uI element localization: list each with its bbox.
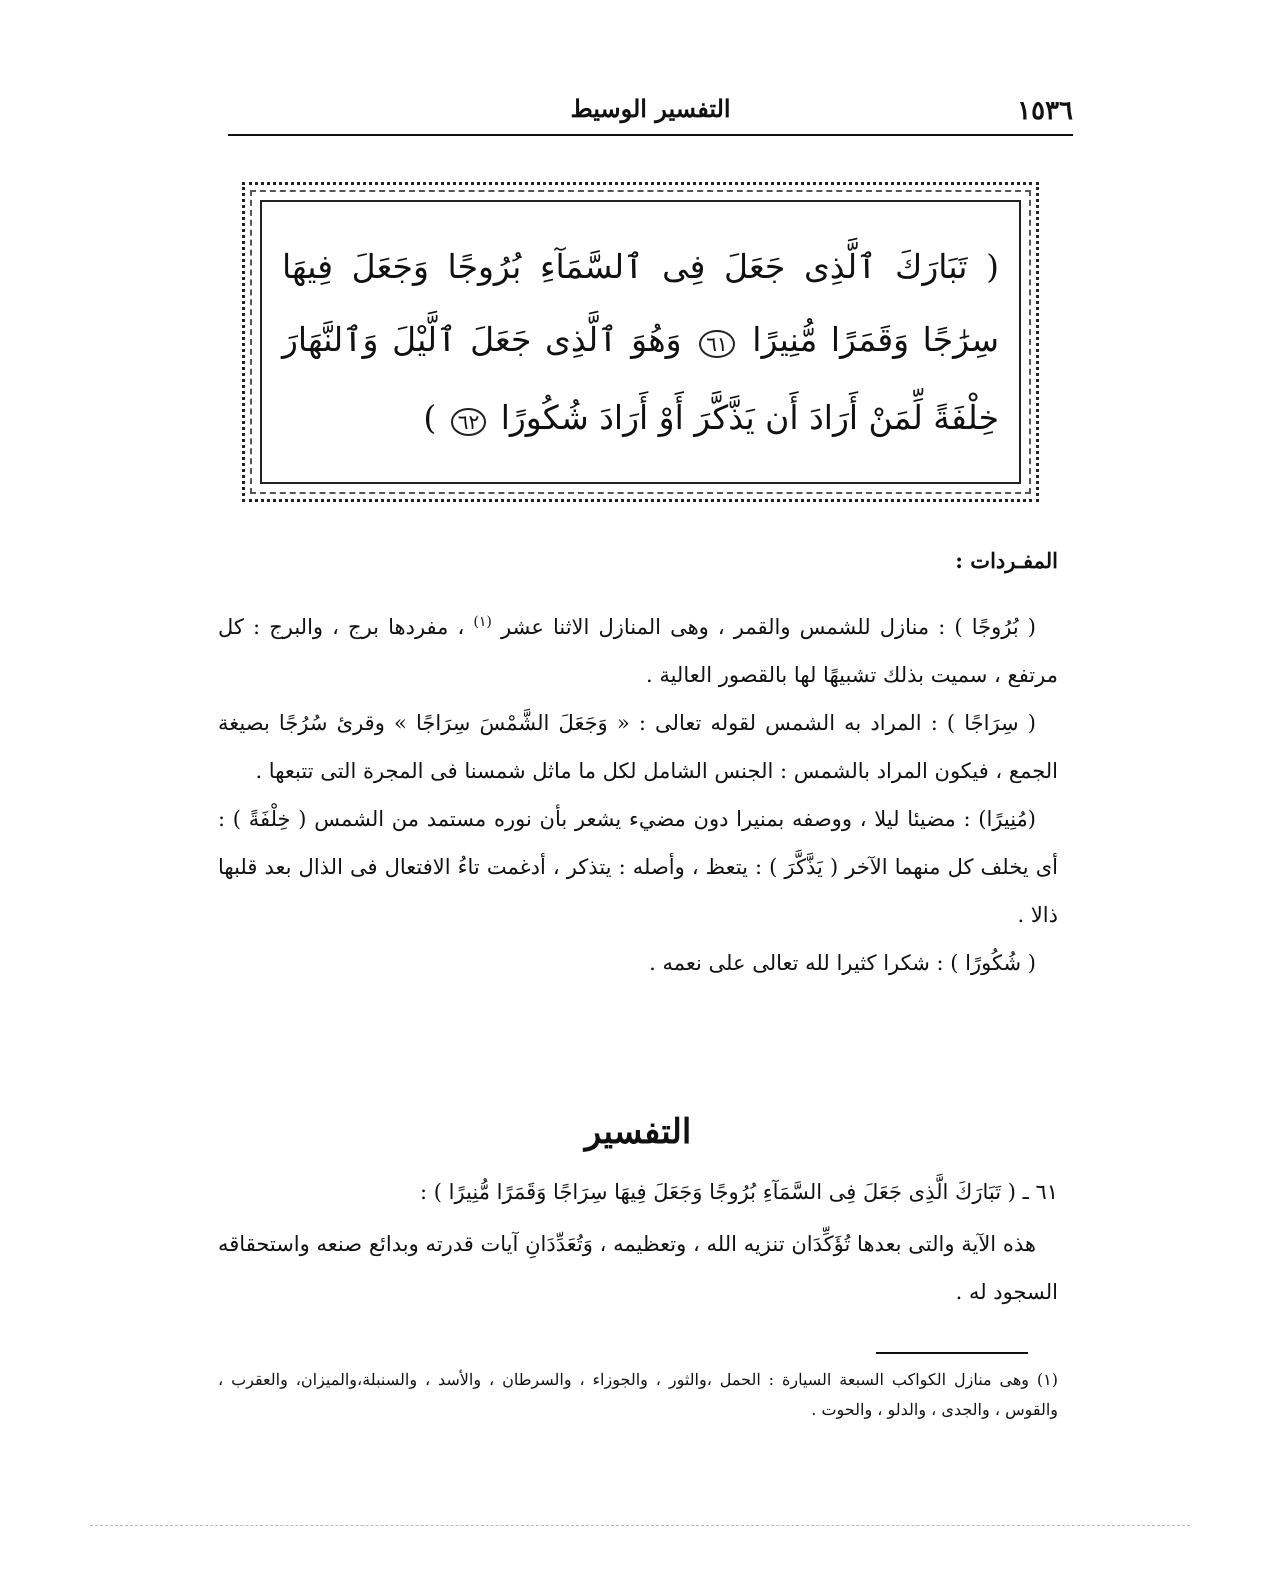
- page-header: [228, 92, 1073, 136]
- verse-number-61: ٦١: [699, 330, 734, 358]
- vocab-entry-text: ( بُرُوجًا ) : منازل للشمس والقمر ، وهى المنازل الاثنا عشر: [501, 615, 1036, 639]
- vocab-entry-burujan: [218, 598, 1058, 699]
- tafsir-body: هذه الآية والتى بعدها تُؤَكِّدَان تنزيه الله ، وتعظيمه ، وَتُعَدِّدَانِ آيات قدرته وبدائع صنعه واستحقاقه السجود له .: [218, 1232, 1058, 1304]
- footnote: (١) وهى منازل الكواكب السبعة السيارة : الحمل ،والثور ، والجوزاء ، والسرطان ، والأسد ، والسنبلة،والميزان، والعقرب ، والقوس ، والجدى ، والدلو ، والحوت .: [218, 1370, 1058, 1419]
- vocab-section: [218, 598, 1058, 987]
- vocab-entry-muniran: (مُنِيرًا) : مضيئا ليلا ، ووصفه بمنيرا دون مضيء يشعر بأن نوره مستمد من الشمس ( خِلْفَةً ) : أى يخلف كل منهما الآخر ( يَذَّكَّرَ ) : يتعظ ، وأصله : يتذكر ، أدغمت تاءُ الافتعال فى الذال بعد قلبها ذالا .: [218, 807, 1058, 927]
- running-title: التفسير الوسيط: [570, 94, 731, 123]
- vocab-heading: المفـردات :: [955, 548, 1058, 573]
- tafsir-verse-line: ٦١ ـ ( تَبَارَكَ الَّذِى جَعَلَ فِى السَّمَآءِ بُرُوجًا وَجَعَلَ فِيهَا سِرَاجًا وَقَمَرًا مُّنِيرًا ) :: [419, 1180, 1058, 1204]
- tafsir-section: [218, 1168, 1058, 1320]
- verse-61-text: ( تَبَارَكَ ٱلَّذِى جَعَلَ فِى ٱلسَّمَآءِ بُرُوجًا وَجَعَلَ فِيهَا سِرَٰجًا وَقَمَرًا مُّنِيرًا: [282, 247, 999, 359]
- tafsir-heading: التفسير: [584, 1112, 692, 1152]
- bottom-scan-line: [90, 1525, 1190, 1526]
- verse-number-62: ٦٢: [451, 408, 486, 436]
- verse-text: [282, 230, 999, 459]
- verse-62-text: وَهُوَ ٱلَّذِى جَعَلَ ٱلَّيْلَ وَٱلنَّهَارَ خِلْفَةً لِّمَنْ أَرَادَ أَن يَذَّكَّرَ أَوْ أَرَادَ شُكُورًا: [282, 320, 999, 437]
- vocab-entry-shukuran: ( شُكُورًا ) : شكرا كثيرا لله تعالى على نعمه .: [649, 951, 1036, 975]
- vocab-entry-text-continued: ، مفردها برج ، والبرج : كل مرتفع ، سميت بذلك تشبيهًا لها بالقصور العالية .: [218, 615, 1058, 687]
- footnote-rule: [876, 1352, 1028, 1354]
- vocab-entry-sirajan: ( سِرَاجًا ) : المراد به الشمس لقوله تعالى : « وَجَعَلَ الشَّمْسَ سِرَاجًا » وقرئ سُرُجًا بصيغة الجمع ، فيكون المراد بالشمس : الجنس الشامل لكل ما ماثل شمسنا فى المجرة التى تتبعها .: [218, 711, 1058, 783]
- footnote-reference: (١): [473, 614, 492, 630]
- quran-verse-frame: [242, 182, 1039, 502]
- page-number: ١٥٣٦: [1017, 96, 1073, 126]
- verse-closing-bracket: ): [423, 398, 437, 437]
- header-rule: [228, 134, 1073, 136]
